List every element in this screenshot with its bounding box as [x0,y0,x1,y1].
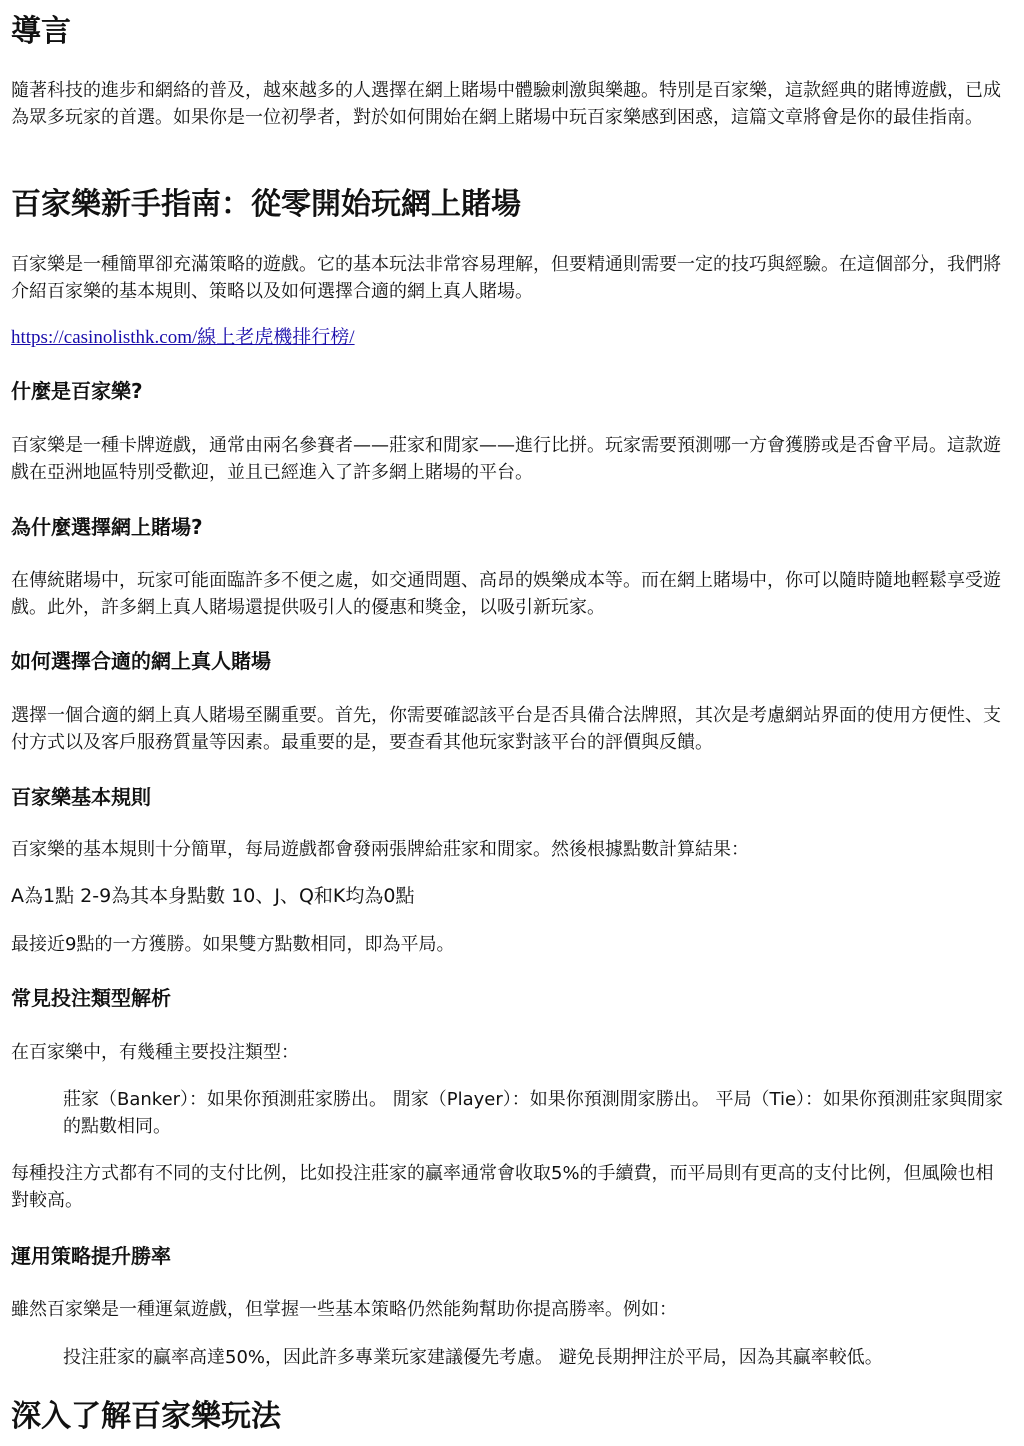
why-online-paragraph: 在傳統賭場中，玩家可能面臨許多不便之處，如交通問題、高昂的娛樂成本等。而在網上賭場中，你可以隨時隨地輕鬆享受遊戲。此外，許多網上真人賭場還提供吸引人的優惠和獎金，以吸引新玩家。 [11,570,1001,618]
strategy-heading: 運用策略提升勝率 [11,1244,171,1268]
rules-heading: 百家樂基本規則 [11,785,151,809]
rules-paragraph: 百家樂的基本規則十分簡單，每局遊戲都會發兩張牌給莊家和閒家。然後根據點數計算結果： [11,839,749,860]
guide-paragraph: 百家樂是一種簡單卻充滿策略的遊戲。它的基本玩法非常容易理解，但要精通則需要一定的技巧與經驗。在這個部分，我們將介紹百家樂的基本規則、策略以及如何選擇合適的網上真人賭場。 [11,254,1001,302]
points-line: A為1點 2-9為其本身點數 10、J、Q和K均為0點 [11,885,415,907]
what-is-heading: 什麼是百家樂? [11,379,143,403]
choose-casino-heading: 如何選擇合適的網上真人賭場 [11,649,271,673]
bet-types-heading: 常見投注類型解析 [11,986,171,1010]
choose-casino-paragraph: 選擇一個合適的網上真人賭場至關重要。首先，你需要確認該平台是否具備合法牌照，其次是考慮網站界面的使用方便性、支付方式以及客戶服務質量等因素。最重要的是，要查看其他玩家對該平台的評價與反饋。 [11,705,1001,753]
strategy-list: 投注莊家的贏率高達50%，因此許多專業玩家建議優先考慮。 避免長期押注於平局，因為其贏率較低。 [63,1347,883,1368]
what-is-paragraph: 百家樂是一種卡牌遊戲，通常由兩名參賽者——莊家和閒家——進行比拼。玩家需要預測哪一方會獲勝或是否會平局。這款遊戲在亞洲地區特別受歡迎，並且已經進入了許多網上賭場的平台。 [11,435,1001,483]
bet-types-intro: 在百家樂中，有幾種主要投注類型： [11,1042,299,1063]
why-online-heading: 為什麼選擇網上賭場? [11,515,203,539]
intro-paragraph: 隨著科技的進步和網絡的普及，越來越多的人選擇在網上賭場中體驗刺激與樂趣。特別是百家樂，這款經典的賭博遊戲，已成為眾多玩家的首選。如果你是一位初學者，對於如何開始在網上賭場中玩百家樂感到困惑，這篇文章將會是你的最佳指南。 [11,80,1001,128]
deep-dive-heading: 深入了解百家樂玩法 [11,1399,281,1434]
casino-list-link[interactable]: https://casinolisthk.com/線上老虎機排行榜/ [11,327,355,348]
intro-heading: 導言 [11,14,71,49]
bet-types-list: 莊家（Banker）：如果你預測莊家勝出。 閒家（Player）：如果你預測閒家勝出。 平局（Tie）：如果你預測莊家與閒家的點數相同。 [63,1089,1004,1137]
rules-closing: 最接近9點的一方獲勝。如果雙方點數相同，即為平局。 [11,934,455,955]
link-row [11,324,1006,351]
bet-types-paragraph: 每種投注方式都有不同的支付比例，比如投注莊家的贏率通常會收取5%的手續費，而平局則有更高的支付比例，但風險也相對較高。 [11,1163,994,1211]
strategy-intro: 雖然百家樂是一種運氣遊戲，但掌握一些基本策略仍然能夠幫助你提高勝率。例如： [11,1299,677,1320]
guide-heading: 百家樂新手指南：從零開始玩網上賭場 [11,187,521,222]
